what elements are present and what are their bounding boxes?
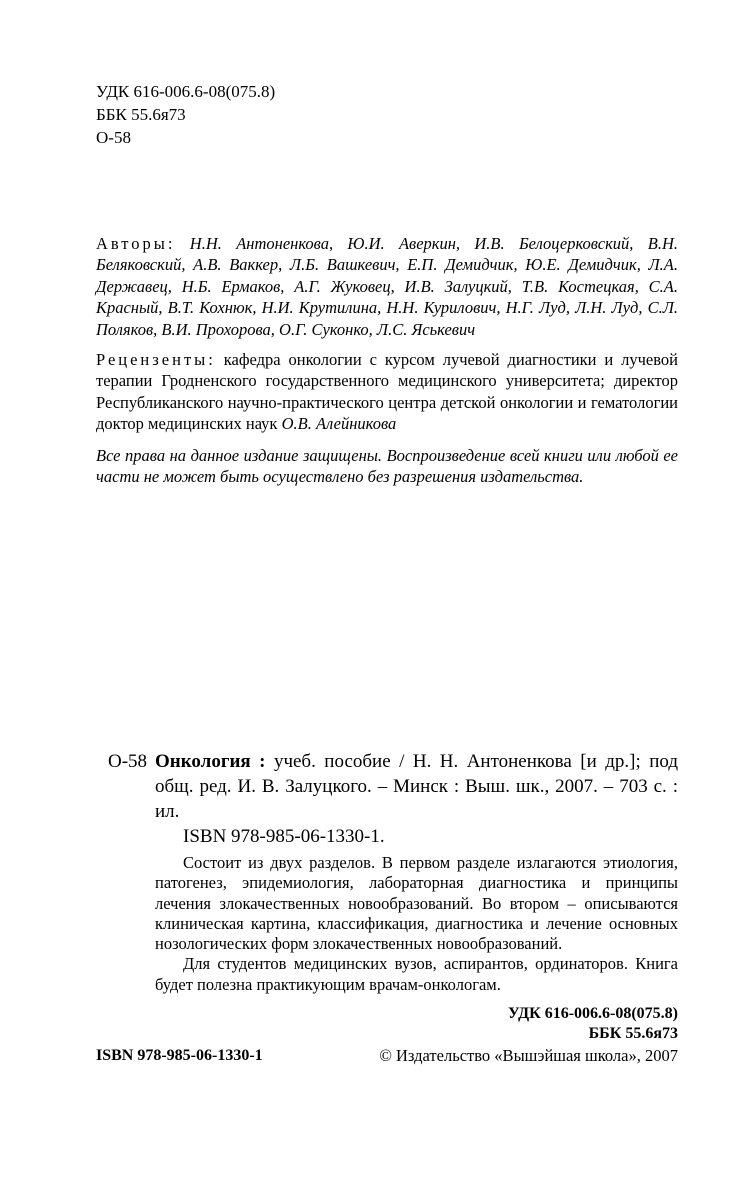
reviewers-label: Рецензенты: bbox=[96, 350, 216, 369]
authors-block bbox=[96, 233, 678, 340]
annotation bbox=[155, 853, 678, 995]
card-isbn: ISBN 978-985-06-1330-1. bbox=[183, 826, 385, 847]
udk-code: УДК 616-006.6-08(075.8) bbox=[96, 82, 276, 101]
authors-names: Н.Н. Антоненкова, Ю.И. Аверкин, И.В. Белоцерковский, В.Н. Беляковский, А.В. Ваккер, Л.Б. Вашкевич, Е.П. Демидчик, Ю.Е. Демидчик, Л.А. Державец, Н.Б. Ермаков, А.Г. Жуковец, И.В. Залуцкий, Т.В. Костецкая, С.А. Красный, В.Т. Кохнюк, Н.И. Крутилина, Н.Н. Курилович, Н.Г. Луд, Л.Н. Луд, С.Л. Поляков, В.И. Прохорова, О.Г. Суконко, Л.С. Яськевич bbox=[96, 234, 678, 339]
rights-notice: Все права на данное издание защищены. Воспроизведение всей книги или любой ее части не может быть осуществлено без разрешения издательства. bbox=[96, 446, 678, 487]
authors-label: Авторы: bbox=[96, 234, 176, 253]
footer-isbn: ISBN 978-985-06-1330-1 bbox=[96, 1047, 263, 1064]
reviewers-block bbox=[96, 349, 678, 435]
book-description: учеб. пособие / Н. Н. Антоненкова [и др.]; под общ. ред. И. В. Залуцкого. – Минск : Выш. шк., 2007. – 703 с. : ил. bbox=[155, 751, 679, 822]
bibliographic-record bbox=[155, 749, 678, 824]
annotation-paragraph-2: Для студентов медицинских вузов, аспирантов, ординаторов. Книга будет полезна практикующим врачам-онкологам. bbox=[155, 954, 678, 994]
reviewers-text: кафедра онкологии с курсом лучевой диагностики и лучевой терапии Гродненского государственного медицинского университета; директор Республиканского научно-практического центра детской онкологии и гематологии доктор медицинских наук bbox=[96, 350, 678, 434]
book-title: Онкология : bbox=[155, 751, 266, 772]
author-sign: О-58 bbox=[96, 128, 131, 147]
bbk-code: ББК 55.6я73 bbox=[96, 105, 186, 124]
classification-codes bbox=[96, 80, 275, 149]
footer-udk: УДК 616-006.6-08(075.8) bbox=[507, 1005, 678, 1022]
copyright-notice: © Издательство «Вышэйшая школа», 2007 bbox=[379, 1046, 678, 1065]
reviewer-name: О.В. Алейникова bbox=[281, 414, 397, 434]
footer-codes bbox=[508, 1004, 678, 1044]
annotation-paragraph-1: Состоит из двух разделов. В первом разделе излагаются этиология, патогенез, эпидемиология, лабораторная диагностика и принципы лечения злокачественных новообразований. Во втором – описываются клиническая картина, классификация, диагностика и лечение основных нозологических форм злокачественных новообразований. bbox=[155, 853, 678, 954]
card-sign: О-58 bbox=[108, 751, 148, 772]
footer-bbk: ББК 55.6я73 bbox=[588, 1025, 678, 1042]
